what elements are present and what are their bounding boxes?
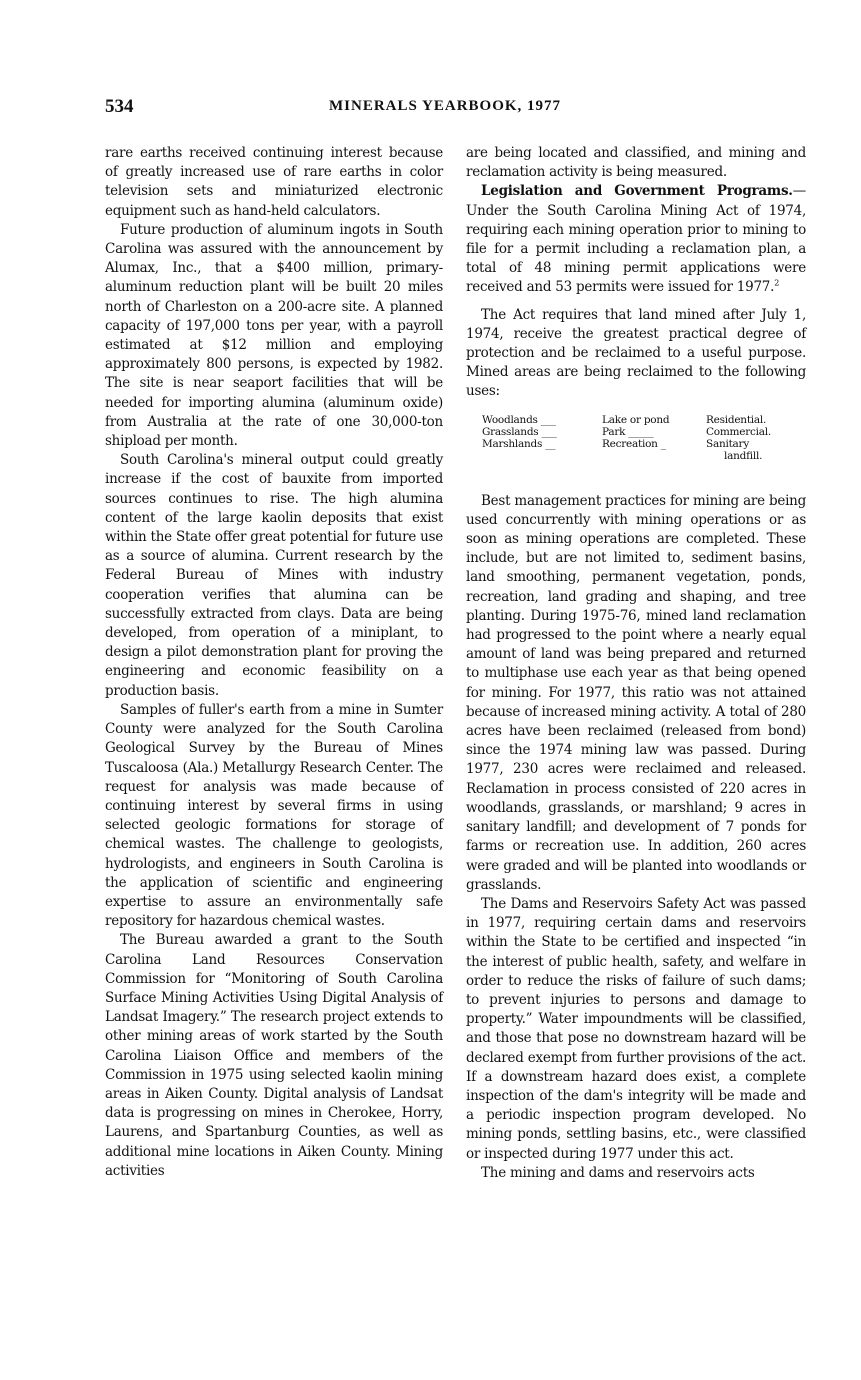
paragraph: Samples of fuller's earth from a mine in Sumter County were analyzed for the South Carolina Geological Survey by the Bureau of Mines Tuscaloosa (Ala.) Metallurgy Research Center. The request for analysis was made because of continuing interest by several firms in using selected geologic formations for storage of chemical wastes. The challenge to geologists, hydrologists, and engineers in South Carolina is the application of scientific and engineering expertise to assure an environmentally safe repository for hazardous chemical wastes.: [105, 701, 443, 930]
footnote-marker: 2: [774, 278, 780, 288]
paragraph: Best management practices for mining are being used concurrently with mining operations or as soon as mining operations are completed. These include, but are not limited to, sediment basins, land smoothing, permanent vegetation, ponds, recreation, land grading and shaping, and tree planting. During 1975-76, mined land reclamation had progressed to the point where a nearly equal amount of land was being prepared and returned to multiphase use each year as that being opened for mining. For 1977, this ratio was not attained because of increased mining activity. A total of 280 acres have been reclaimed (released from bond) since the 1974 mining law was passed. During 1977, 230 acres were reclaimed and released. Reclamation in process consisted of 220 acres in woodlands, grasslands, or marshland; 9 acres in sanitary landfill; and development of 7 ponds for farms or recreation use. In addition, 260 acres were graded and will be planted into woodlands or grasslands.: [466, 492, 806, 893]
page-header: [105, 96, 810, 122]
paragraph: The mining and dams and reservoirs acts: [481, 1164, 755, 1181]
paragraph: South Carolina's mineral output could greatly increase if the cost of bauxite from imported sources continues to rise. The high alumina content of the large kaolin deposits that exist within the State offer great potential for future use as a source of alumina. Current research by the Federal Bureau of Mines with industry cooperation verifies that alumina can be successfully extracted from clays. Data are being developed, from operation of a miniplant, to design a pilot demonstration plant for proving the engineering and economic feasibility on a production basis.: [105, 452, 443, 699]
table-cell: Lake or pond: [602, 413, 670, 426]
table-cell: Residential.: [706, 413, 767, 426]
paragraph: rare earths received continuing interest because of greatly increased use of rare earths in color television sets and miniaturized electronic equipment such as hand-held calculators.: [105, 145, 443, 219]
table-row: [482, 426, 806, 438]
table-cell: Commercial.: [706, 425, 771, 438]
table-cell: Marshlands __: [482, 437, 556, 450]
paragraph: [466, 182, 806, 297]
section-heading: Legislation and Government Programs.: [481, 183, 793, 200]
table-cell-line: landfill.: [724, 449, 763, 462]
running-head: MINERALS YEARBOOK, 1977: [329, 98, 562, 114]
table-cell: Grasslands ___: [482, 425, 557, 438]
table-cell: Park _____: [602, 425, 654, 438]
paragraph-text: —Under the South Carolina Mining Act of 1974, requiring each mining operation prior to mining to file for a permit including a reclamation plan, a total of 48 mining permit applications were received and 53 permits were issued for 1977.: [466, 183, 806, 296]
page-number: 534: [105, 96, 134, 117]
table-cell: Recreation _: [602, 437, 666, 450]
paragraph: are being located and classified, and mining and reclamation activity is being measured.: [466, 145, 806, 181]
paragraph: The Bureau awarded a grant to the South Carolina Land Resources Conservation Commission for “Monitoring of South Carolina Surface Mining Activities Using Digital Analysis of Landsat Imagery.” The research project extends to other mining areas of work started by the South Carolina Liaison Office and members of the Commission in 1975 using selected kaolin mining areas in Aiken County. Digital analysis of Landsat data is progressing on mines in Cherokee, Horry, Laurens, and Spartanburg Counties, as well as additional mine locations in Aiken County. Mining activities: [105, 932, 443, 1179]
table-cell: [706, 438, 806, 462]
table-cell-line: Sanitary: [706, 437, 750, 450]
table-cell: Woodlands ___: [482, 413, 556, 426]
table-row: [482, 438, 806, 462]
table-row: [482, 414, 806, 426]
right-column: [466, 144, 806, 1183]
paragraph: The Act requires that land mined after July 1, 1974, receive the greatest practical degree of protection and be reclaimed to a useful purpose. Mined areas are being reclaimed to the following uses:: [466, 306, 806, 400]
paragraph: Future production of aluminum ingots in South Carolina was assured with the announcement by Alumax, Inc., that a $400 million, primary-aluminum reduction plant will be built 20 miles north of Charleston on a 200-acre site. A planned capacity of 197,000 tons per year, with a payroll estimated at $12 million and employing approximately 800 persons, is expected by 1982. The site is near seaport facilities that will be needed for importing alumina (aluminum oxide) from Australia at the rate of one 30,000-ton shipload per month.: [105, 221, 443, 450]
paragraph: The Dams and Reservoirs Safety Act was passed in 1977, requiring certain dams and reservoirs within the State to be certified and inspected “in the interest of public health, safety, and welfare in order to reduce the risks of failure of such dams; to prevent injuries to persons and damage to property.” Water impoundments will be classified, and those that pose no downstream hazard will be declared exempt from further provisions of the act. If a downstream hazard does exist, a complete inspection of the dam's integrity will be made and a periodic inspection program developed. No mining ponds, settling basins, etc., were classified or inspected during 1977 under this act.: [466, 895, 806, 1162]
reclamation-uses-table: [482, 414, 806, 462]
left-column: [105, 144, 443, 1181]
